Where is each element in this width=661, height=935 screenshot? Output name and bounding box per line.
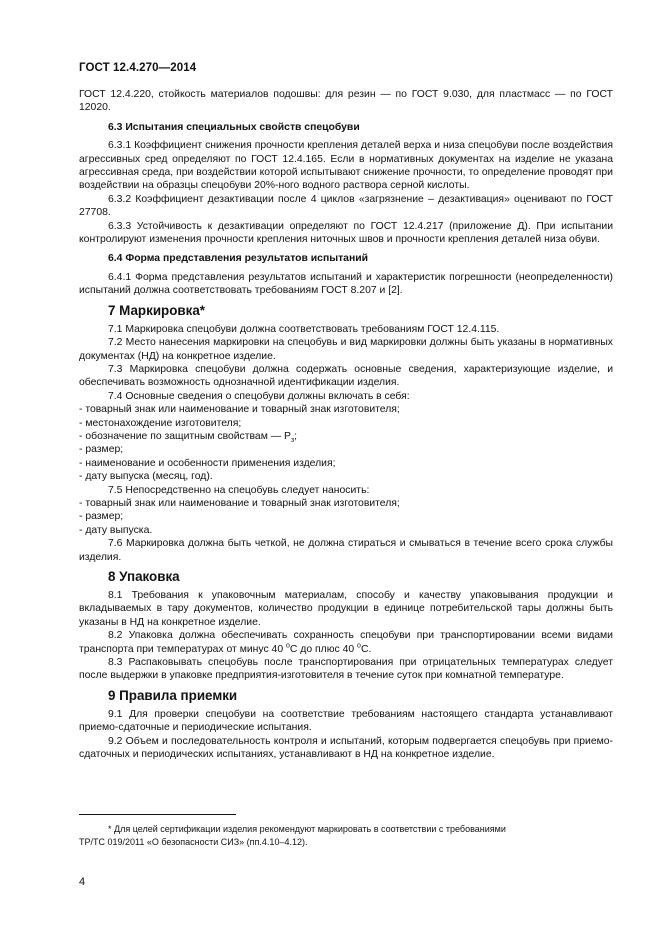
- page-number: 4: [79, 876, 86, 888]
- document-body: [79, 88, 613, 761]
- section-heading-8: 8 Упаковка: [108, 569, 180, 584]
- degree-sign: о: [357, 642, 361, 650]
- clause-8-2: [79, 629, 613, 656]
- list-item: - наименование и особенности применения изделия;: [79, 457, 336, 469]
- clause-9-1: 9.1 Для проверки спецобуви на соответствие требованиям настоящего стандарта устанавливают приемо-сдаточные и периодические испытания.: [79, 708, 613, 734]
- list-item-suffix: ;: [294, 430, 298, 442]
- list-item: - дату выпуска.: [79, 524, 153, 536]
- clause-text: С.: [360, 643, 372, 655]
- document-header: ГОСТ 12.4.270—2014: [79, 62, 197, 74]
- list-item: - размер;: [79, 511, 124, 523]
- list-item-protection-code: [79, 430, 613, 443]
- list-item: - товарный знак или наименование и товарный знак изготовителя;: [79, 404, 400, 416]
- list-item-text: - обозначение по защитным свойствам — Р: [79, 430, 291, 442]
- clause-6-3-1: 6.3.1 Коэффициент снижения прочности крепления деталей верха и низа спецобуви после воздействия агрессивных сред определяют по ГОСТ 12.4.165. Если в нормативных документах на изделие не указана агрессивная среда, при воздействии которой испытывают снижение прочности, то определение проводят при воздействии на образцы спецобуви 20%-ного водного раствора серной кислоты.: [79, 140, 613, 192]
- clause-text: 8.2 Упаковка должна обеспечивать сохранность спецобуви при транспортировании всеми видами транспорта при температурах от минус 40: [79, 630, 613, 655]
- clause-6-3-2: 6.3.2 Коэффициент дезактивации после 4 циклов «загрязнение – дезактивация» оценивают по ГОСТ 27708.: [79, 193, 613, 219]
- clause-7-6: 7.6 Маркировка должна быть четкой, не должна стираться и смываться в течение всего срока службы изделия.: [79, 538, 613, 563]
- clause-9-2: 9.2 Объем и последовательность контроля и испытаний, которым подвергается спецобувь при приемо-сдаточных и периодических испытаниях, устанавливают в НД на конкретное изделие.: [79, 735, 613, 761]
- list-item: - дату выпуска (месяц, год).: [79, 471, 213, 483]
- clause-7-5: 7.5 Непосредственно на спецобувь следует наносить:: [108, 484, 370, 496]
- section-heading-6-4: 6.4 Форма представления результатов испытаний: [108, 253, 369, 265]
- clause-7-1: 7.1 Маркировка спецобуви должна соответствовать требованиям ГОСТ 12.4.115.: [108, 323, 500, 335]
- clause-8-3: 8.3 Распаковывать спецобувь после транспортирования при отрицательных температурах следует после выдержки в упаковке предприятия-изготовителя в течение суток при комнатной температуре.: [79, 657, 613, 682]
- clause-6-3-3: 6.3.3 Устойчивость к дезактивации определяют по ГОСТ 12.4.217 (приложение Д). При испытании контролируют изменения прочности крепления ниточных швов и прочности крепления деталей низа обуви.: [79, 220, 613, 246]
- section-heading-7: 7 Маркировка*: [108, 302, 205, 318]
- clause-7-3: 7.3 Маркировка спецобуви должна содержать основные сведения, характеризующие изделие, и обеспечивать возможность однозначной идентификации изделия.: [79, 363, 613, 389]
- clause-7-4: 7.4 Основные сведения о спецобуви должны включать в себя:: [108, 390, 410, 402]
- list-item: - товарный знак или наименование и товарный знак изготовителя;: [79, 497, 400, 509]
- footnote-line: * Для целей сертификации изделия рекомендуют маркировать в соответствии с требованиями: [108, 824, 506, 834]
- section-heading-6-3: 6.3 Испытания специальных свойств спецобуви: [108, 121, 360, 133]
- subscript: з: [290, 437, 295, 445]
- clause-7-2: 7.2 Место нанесения маркировки на спецобувь и вид маркировки должны быть указаны в нормативных документах (НД) на конкретное изделие.: [79, 337, 613, 362]
- clause-6-4-1: 6.4.1 Форма представления результатов испытаний и характеристик погрешности (неопределенности) испытаний должна соответствовать требованиям ГОСТ 8.207 и [2].: [79, 271, 613, 297]
- list-item: - размер;: [79, 444, 124, 456]
- footnote-line: ТР/ТС 019/2011 «О безопасности СИЗ» (пп.4.10–4.12).: [79, 836, 308, 847]
- degree-sign: о: [286, 642, 290, 650]
- clause-text: С до плюс 40: [289, 643, 355, 655]
- clause-8-1: 8.1 Требования к упаковочным материалам, способу и качеству упаковывания продукции и вкладываемых в тару документов, количество продукции в единице потребительской тары должны быть указаны в НД на конкретное изделие.: [79, 590, 613, 628]
- list-item: - местонахождение изготовителя;: [79, 417, 242, 429]
- section-heading-9: 9 Правила приемки: [108, 687, 238, 703]
- footnote-divider: [79, 814, 236, 815]
- paragraph-continuation: ГОСТ 12.4.220, стойкость материалов подошвы: для резин — по ГОСТ 9.030, для пластмасс — по ГОСТ 12020.: [79, 89, 613, 114]
- footnote: [79, 823, 613, 848]
